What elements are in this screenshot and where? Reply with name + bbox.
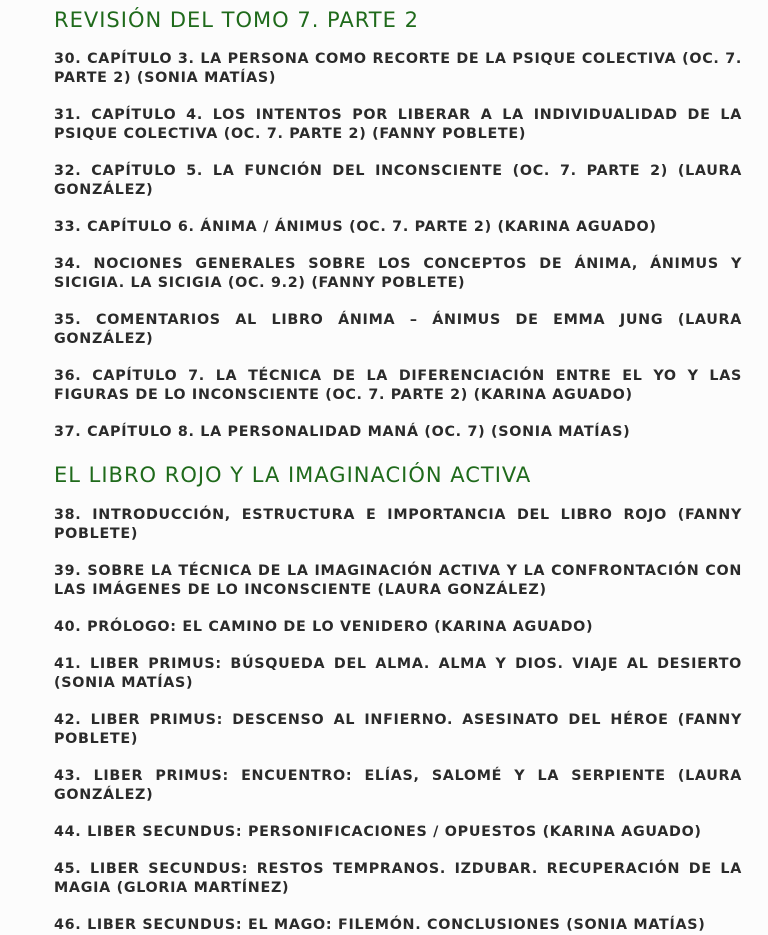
list-item: 30. CAPÍTULO 3. LA PERSONA COMO RECORTE DE LA PSIQUE COLECTIVA (OC. 7. PARTE 2) (SONIA MATÍAS) bbox=[54, 51, 742, 86]
list-item: 35. COMENTARIOS AL LIBRO ÁNIMA – ÁNIMUS DE EMMA JUNG (LAURA GONZÁLEZ) bbox=[54, 312, 742, 347]
list-item: 37. CAPÍTULO 8. LA PERSONALIDAD MANÁ (OC. 7) (SONIA MATÍAS) bbox=[54, 424, 631, 440]
list-item: 43. LIBER PRIMUS: ENCUENTRO: ELÍAS, SALOMÉ Y LA SERPIENTE (LAURA GONZÁLEZ) bbox=[54, 768, 742, 803]
list-item: 33. CAPÍTULO 6. ÁNIMA / ÁNIMUS (OC. 7. PARTE 2) (KARINA AGUADO) bbox=[54, 219, 657, 235]
list-item: 34. NOCIONES GENERALES SOBRE LOS CONCEPTOS DE ÁNIMA, ÁNIMUS Y SICIGIA. LA SICIGIA (OC. 9.2) (FANNY POBLETE) bbox=[54, 256, 742, 291]
list-item: 38. INTRODUCCIÓN, ESTRUCTURA E IMPORTANCIA DEL LIBRO ROJO (FANNY POBLETE) bbox=[54, 507, 742, 542]
list-item: 40. PRÓLOGO: EL CAMINO DE LO VENIDERO (KARINA AGUADO) bbox=[54, 619, 594, 635]
section-list-tomo-7 bbox=[54, 50, 742, 442]
section-list-libro-rojo bbox=[54, 506, 742, 935]
course-program bbox=[54, 0, 742, 935]
list-item: 44. LIBER SECUNDUS: PERSONIFICACIONES / OPUESTOS (KARINA AGUADO) bbox=[54, 824, 702, 840]
list-item: 46. LIBER SECUNDUS: EL MAGO: FILEMÓN. CONCLUSIONES (SONIA MATÍAS) bbox=[54, 917, 706, 933]
list-item: 36. CAPÍTULO 7. LA TÉCNICA DE LA DIFERENCIACIÓN ENTRE EL YO Y LAS FIGURAS DE LO INCONSCIENTE (OC. 7. PARTE 2) (KARINA AGUADO) bbox=[54, 368, 742, 403]
list-item: 32. CAPÍTULO 5. LA FUNCIÓN DEL INCONSCIENTE (OC. 7. PARTE 2) (LAURA GONZÁLEZ) bbox=[54, 163, 742, 198]
list-item: 41. LIBER PRIMUS: BÚSQUEDA DEL ALMA. ALMA Y DIOS. VIAJE AL DESIERTO (SONIA MATÍAS) bbox=[54, 656, 742, 691]
list-item: 42. LIBER PRIMUS: DESCENSO AL INFIERNO. ASESINATO DEL HÉROE (FANNY POBLETE) bbox=[54, 712, 742, 747]
list-item: 39. SOBRE LA TÉCNICA DE LA IMAGINACIÓN ACTIVA Y LA CONFRONTACIÓN CON LAS IMÁGENES DE LO INCONSCIENTE (LAURA GONZÁLEZ) bbox=[54, 563, 742, 598]
section-title-tomo-7: REVISIÓN DEL TOMO 7. PARTE 2 bbox=[54, 8, 419, 32]
list-item: 31. CAPÍTULO 4. LOS INTENTOS POR LIBERAR A LA INDIVIDUALIDAD DE LA PSIQUE COLECTIVA (OC. 7. PARTE 2) (FANNY POBLETE) bbox=[54, 107, 742, 142]
list-item: 45. LIBER SECUNDUS: RESTOS TEMPRANOS. IZDUBAR. RECUPERACIÓN DE LA MAGIA (GLORIA MARTÍNEZ) bbox=[54, 861, 742, 896]
section-title-libro-rojo: EL LIBRO ROJO Y LA IMAGINACIÓN ACTIVA bbox=[54, 463, 532, 487]
